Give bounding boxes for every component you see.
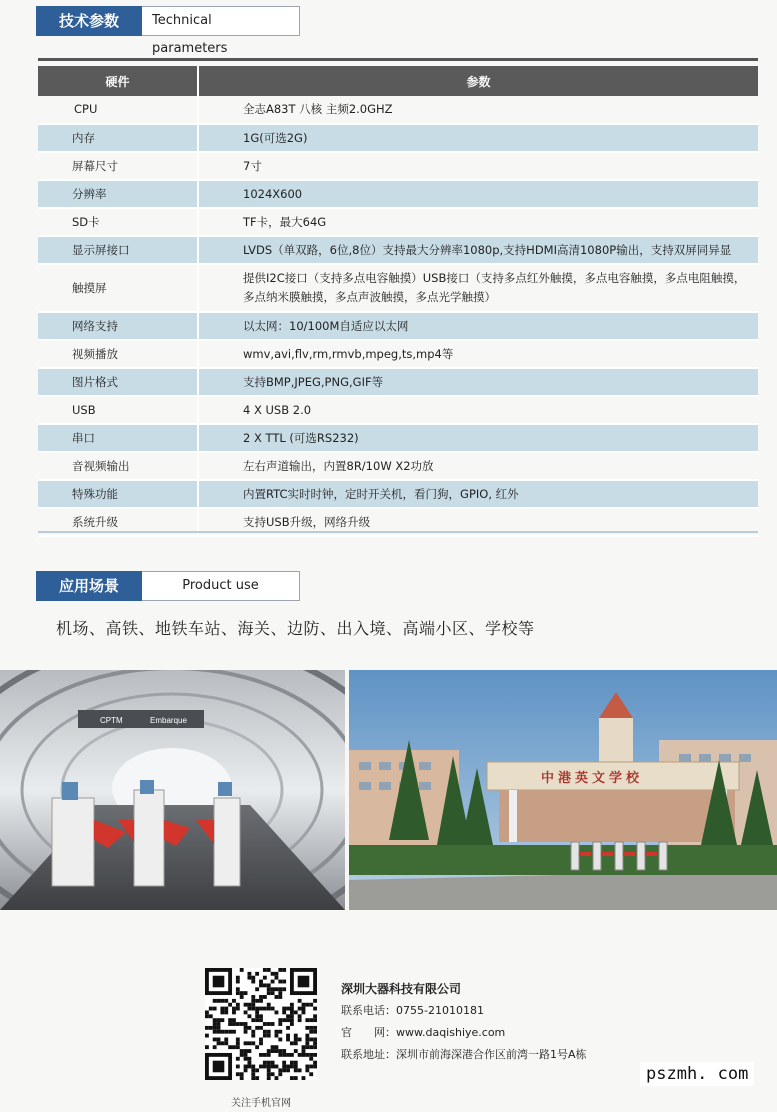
table-row xyxy=(38,208,758,236)
param-name: SD卡 xyxy=(38,208,198,236)
param-value: 1024X600 xyxy=(198,180,758,208)
params-table xyxy=(38,66,758,537)
table-row xyxy=(38,396,758,424)
table-top-rule xyxy=(38,58,758,61)
param-name: 串口 xyxy=(38,424,198,452)
param-value: 支持BMP,JPEG,PNG,GIF等 xyxy=(198,368,758,396)
contact-website[interactable]: 官 网：www.daqishiye.com xyxy=(341,1026,506,1039)
param-name: 系统升级 xyxy=(38,508,198,536)
photo-school-entrance xyxy=(349,670,777,910)
table-row xyxy=(38,368,758,396)
section-header-technical xyxy=(36,6,300,56)
param-value: LVDS（单双路，6位,8位）支持最大分辨率1080p,支持HDMI高清1080P输出，支持双屏同异显 xyxy=(198,236,758,264)
header-params: 参数 xyxy=(198,66,758,96)
param-value: wmv,avi,flv,rm,rmvb,mpeg,ts,mp4等 xyxy=(198,340,758,368)
table-bottom-rule xyxy=(38,531,758,533)
school-name: 中港英文学校 xyxy=(541,771,644,786)
param-name: 显示屏接口 xyxy=(38,236,198,264)
contact-address: 联系地址：深圳市前海深港合作区前湾一路1号A栋 xyxy=(341,1048,587,1061)
header-hardware: 硬件 xyxy=(38,66,198,96)
param-value: TF卡，最大64G xyxy=(198,208,758,236)
param-value: 7寸 xyxy=(198,152,758,180)
table-row xyxy=(38,424,758,452)
table-row xyxy=(38,180,758,208)
param-name: 网络支持 xyxy=(38,312,198,340)
section-title-cn: 应用场景 xyxy=(36,571,142,601)
company-name: 深圳大器科技有限公司 xyxy=(341,982,462,996)
watermark-text: pszmh. com xyxy=(640,1062,754,1086)
param-name: 视频播放 xyxy=(38,340,198,368)
photo-subway-turnstiles xyxy=(0,670,345,910)
table-row xyxy=(38,236,758,264)
qr-code[interactable] xyxy=(205,968,317,1080)
param-value: 提供I2C接口（支持多点电容触摸）USB接口（支持多点红外触摸，多点电容触摸，多点电阻触摸，多点纳米膜触摸，多点声波触摸，多点光学触摸） xyxy=(198,264,758,312)
param-value: 以太网：10/100M自适应以太网 xyxy=(198,312,758,340)
table-row xyxy=(38,480,758,508)
table-row xyxy=(38,452,758,480)
table-row xyxy=(38,152,758,180)
param-name: 分辨率 xyxy=(38,180,198,208)
qr-caption: 关注手机官网 xyxy=(231,1098,291,1109)
param-name: 音视频输出 xyxy=(38,452,198,480)
param-name: USB xyxy=(38,396,198,424)
param-value: 内置RTC实时时钟，定时开关机，看门狗，GPIO, 红外 xyxy=(198,480,758,508)
section-header-usage xyxy=(36,571,300,601)
param-name: 特殊功能 xyxy=(38,480,198,508)
param-name: 触摸屏 xyxy=(38,264,198,312)
section-title-en: Product use xyxy=(142,571,300,601)
usage-text: 机场、高铁、地铁车站、海关、边防、出入境、高端小区、学校等 xyxy=(56,619,535,638)
table-row xyxy=(38,96,758,124)
section-title-cn: 技术参数 xyxy=(36,6,142,36)
contact-phone: 联系电话：0755-21010181 xyxy=(341,1004,484,1017)
table-row xyxy=(38,264,758,312)
param-value: 支持USB升级，网络升级 xyxy=(198,508,758,536)
param-value: 全志A83T 八核 主频2.0GHZ xyxy=(198,96,758,124)
param-value: 1G(可选2G) xyxy=(198,124,758,152)
param-name: 屏幕尺寸 xyxy=(38,152,198,180)
param-name: 图片格式 xyxy=(38,368,198,396)
table-row xyxy=(38,124,758,152)
table-row xyxy=(38,340,758,368)
param-value: 2 X TTL (可选RS232) xyxy=(198,424,758,452)
sign-embarque: Embarque xyxy=(150,716,187,725)
param-value: 4 X USB 2.0 xyxy=(198,396,758,424)
section-title-en: Technical parameters xyxy=(142,6,300,36)
param-name: CPU xyxy=(38,96,198,124)
param-value: 左右声道输出，内置8R/10W X2功放 xyxy=(198,452,758,480)
contact-block xyxy=(341,978,587,1066)
table-row xyxy=(38,312,758,340)
sign-cptm: CPTM xyxy=(100,716,123,725)
param-name: 内存 xyxy=(38,124,198,152)
